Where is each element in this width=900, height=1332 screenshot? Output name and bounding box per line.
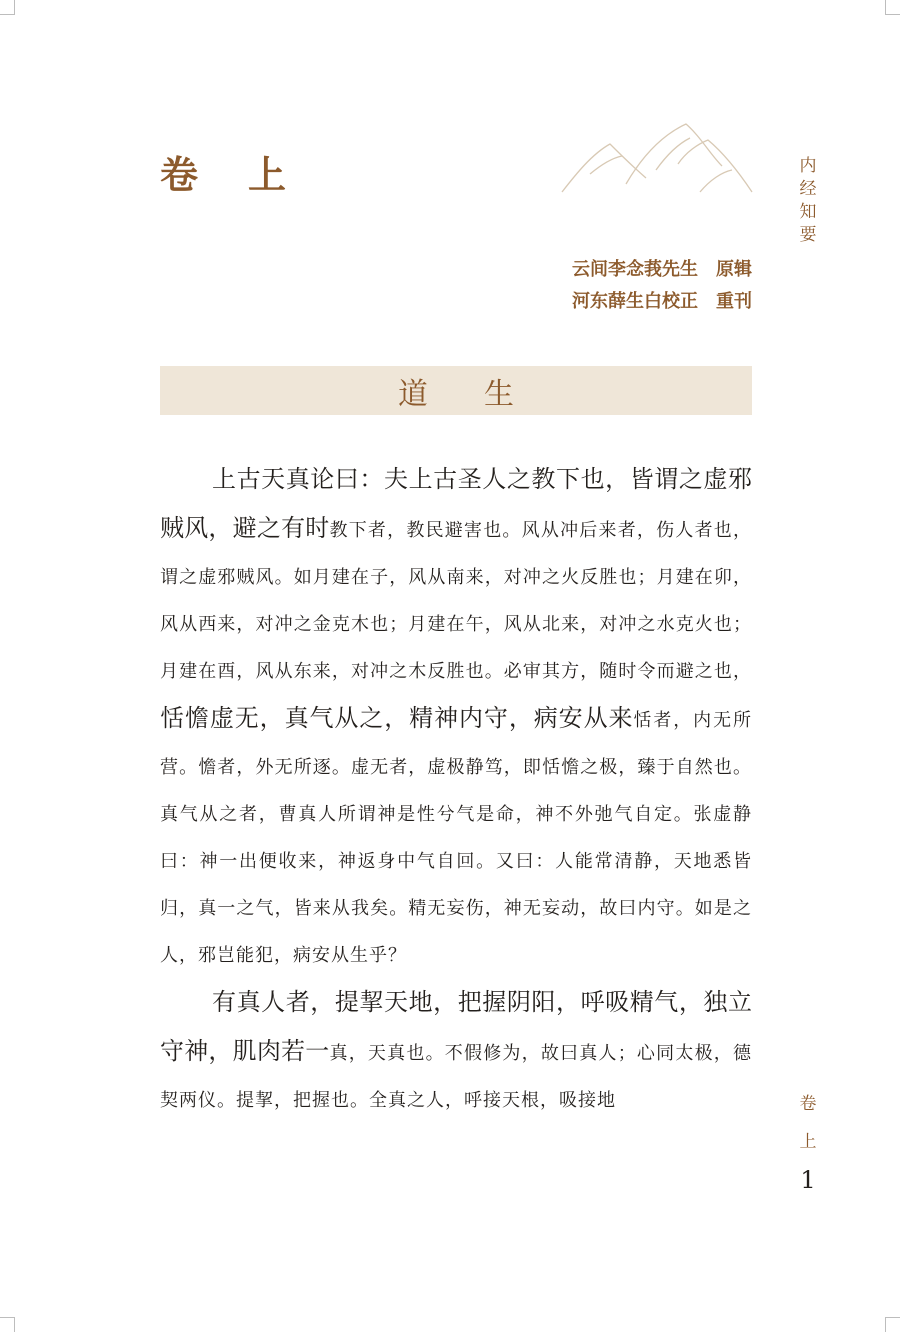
side-volume-label — [793, 1085, 823, 1161]
paragraph — [160, 456, 752, 979]
annotation-text: 教下者，教民避害也。风从冲后来者，伤人者也，谓之虚邪贼风。如月建在子，风从南来，对冲之火反胜也；月建在卯，风从西来，对冲之金克木也；月建在午，风从北来，对冲之水克火也；月建在酉，风从东来，对冲之木反胜也。必审其方，随时令而避之也， — [160, 520, 752, 682]
editor-role: 原辑 — [716, 259, 752, 280]
main-text: 有真人者，提挈天地，把握阴阳，呼吸精气，独立守神，肌肉若一 — [160, 988, 752, 1065]
section-header-bar — [160, 366, 752, 415]
side-title-char: 知 — [799, 202, 817, 222]
crop-mark-bottom-left — [0, 1317, 15, 1332]
editor-credits — [572, 254, 752, 318]
page-number: 1 — [800, 1166, 816, 1194]
annotation-text: 恬者，内无所营。憺者，外无所逐。虚无者，虚极静笃，即恬憺之极，臻于自然也。真气从之者，曹真人所谓神是性兮气是命，神不外弛气自定。张虚静曰：神一出便收来，神返身中气自回。又曰：人能常清静，天地悉皆归，真一之气，皆来从我矣。精无妄伤，神无妄动，故曰内守。如是之人，邪岂能犯，病安从生乎？ — [160, 710, 753, 966]
crop-mark-top-right — [885, 0, 900, 15]
editor-name: 河东薛生白校正 — [572, 291, 698, 312]
side-title-char: 要 — [799, 225, 817, 245]
side-title-char: 内 — [799, 156, 817, 176]
paragraph — [160, 979, 752, 1124]
editor-name: 云间李念莪先生 — [572, 259, 698, 280]
side-volume-char: 上 — [799, 1132, 817, 1152]
crop-mark-bottom-right — [885, 1317, 900, 1332]
mountain-ornament-icon — [560, 118, 754, 196]
side-volume-char: 卷 — [799, 1094, 817, 1114]
main-text: 上古天真论曰：夫上古圣人之教下也，皆谓之虚邪贼风，避之有时 — [160, 465, 752, 542]
section-title: 道生 — [398, 376, 570, 412]
side-book-title — [793, 155, 823, 247]
main-text: 恬憺虚无，真气从之，精神内守，病安从来 — [160, 704, 634, 732]
editor-line — [572, 286, 752, 318]
editor-line — [572, 254, 752, 286]
editor-role: 重刊 — [716, 291, 752, 312]
annotation-text: 真，天真也。不假修为，故曰真人；心同太极，德契两仪。提挈，把握也。全真之人，呼接天根，吸接地 — [160, 1043, 752, 1111]
body-text — [160, 456, 752, 1124]
side-title-char: 经 — [799, 179, 817, 199]
crop-mark-top-left — [0, 0, 15, 15]
volume-title: 卷上 — [160, 152, 337, 197]
